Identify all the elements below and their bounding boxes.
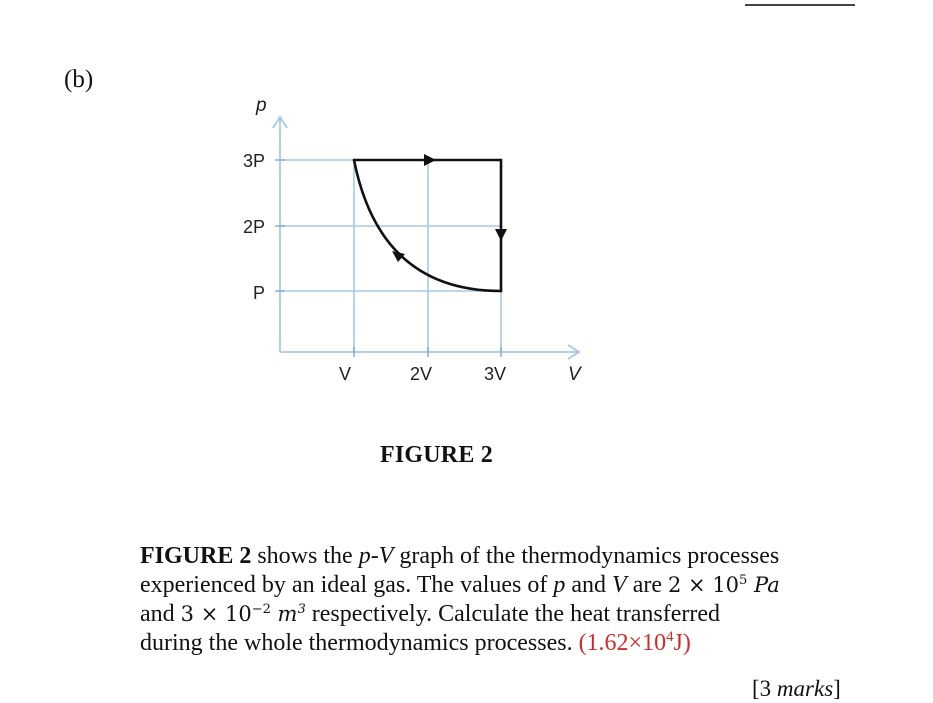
volume-unit-exponent: 3 [297,602,306,617]
pv-dash: - [370,543,379,569]
question-fragment: are [626,572,669,598]
x-tick-label-2v: 2V [410,364,433,384]
part-label: (b) [64,66,94,93]
volume-mantissa: 3 × 10 [180,602,252,626]
question-line-4 [140,629,860,658]
pv-p-symbol: p [358,543,371,569]
figure-caption: FIGURE 2 [380,442,493,468]
answer-exponent: 4 [666,629,674,645]
figure-reference: FIGURE 2 [140,543,252,569]
question-fragment: during the whole thermodynamics processes. [140,630,579,656]
answer-unit: J) [673,630,691,656]
y-axis-label: p [256,95,267,116]
question-fragment: and [565,572,613,598]
question-fragment: experienced by an ideal gas. The values of [140,572,554,598]
direction-arrows [392,154,507,262]
var-v-symbol: V [612,572,627,598]
pressure-value [668,573,747,597]
pressure-mantissa: 2 × 10 [668,573,740,597]
answer-value [579,630,691,656]
x-tick-label-3v: 3V [484,364,507,384]
axes [273,117,579,359]
question-fragment: shows the [251,543,359,569]
marks-label [752,676,841,702]
y-tick-label-3p: 3P [243,151,266,171]
pressure-unit: Pa [747,573,780,597]
pv-v-symbol: V [378,543,394,569]
question-fragment: respectively. Calculate the heat transferred [305,601,720,627]
y-tick-label-2p: 2P [243,217,266,237]
tick-marks [275,160,501,357]
question-line-2 [140,571,860,600]
x-tick-label-v: V [339,364,352,384]
right-arrow-icon [424,154,436,166]
question-line-1 [140,542,860,571]
grid-lines [280,160,501,352]
question-line-3 [140,600,860,629]
volume-value [181,602,271,626]
marks-open: [3 [752,676,777,701]
volume-unit-base: m [270,602,298,626]
volume-exponent: −2 [251,602,271,617]
question-text [140,542,860,658]
volume-unit [271,602,306,626]
answer-mantissa: (1.62×10 [578,630,667,656]
marks-word: marks [776,676,834,701]
pressure-exponent: 5 [739,573,748,588]
marks-close: ] [833,676,841,701]
question-fragment: and [140,601,181,627]
down-arrow-icon [495,229,507,241]
question-fragment: graph of the thermodynamics processes [393,543,780,569]
y-tick-label-p: P [253,283,266,303]
var-p-symbol: p [553,572,566,598]
x-axis-label: V [568,364,581,385]
